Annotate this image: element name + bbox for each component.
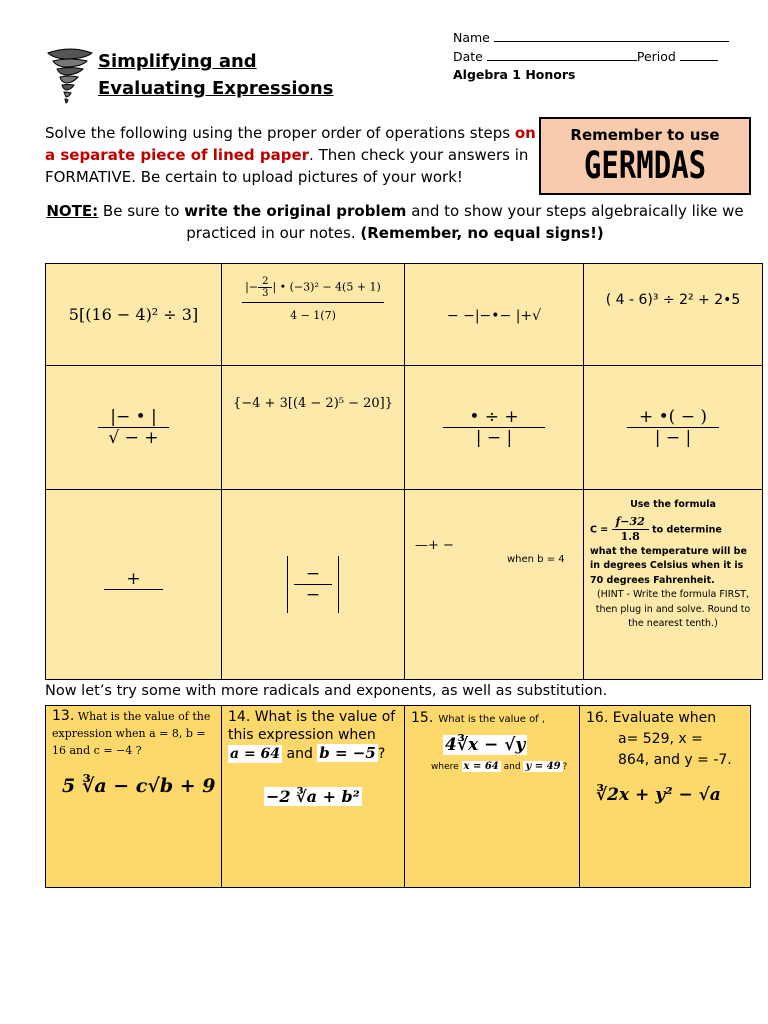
problem-13: 13. What is the value of the expression when a = 8, b = 16 and c = −4 ? 5 ∛a − c√b + 9 <box>46 706 222 888</box>
problem-grid <box>45 263 763 680</box>
period-field[interactable] <box>680 47 718 61</box>
tornado-icon <box>45 47 95 105</box>
problem-9: + <box>46 490 222 680</box>
problem-4: ( 4 - 6)³ ÷ 2² + 2•5 <box>584 264 763 366</box>
name-field[interactable] <box>494 28 729 42</box>
problem-3: − −|−•− |+√ <box>405 264 584 366</box>
note: NOTE: Be sure to write the original problem and to show your steps algebraically like we practiced in our notes. (Remember, no equal signs!) <box>46 202 744 242</box>
problem-1: 5[(16 − 4)² ÷ 3] <box>46 264 222 366</box>
problem-15: 15. What is the value of , 4∛x − √y where x = 64 and y = 49 ? <box>405 706 580 888</box>
date-field[interactable] <box>487 47 637 61</box>
germdas-reminder: Remember to use GERMDAS <box>539 117 751 195</box>
problem-6: {−4 + 3[(4 − 2)⁵ − 20]} <box>222 366 405 490</box>
substitution-grid <box>45 705 751 888</box>
problem-5: $\frac{|- • |}{√ - +}$ <box>46 366 222 490</box>
instructions: Solve the following using the proper order of operations steps on a separate piece of lined paper. Then check your answers in FORMATIVE. Be certain to upload pictures of your work! <box>45 124 536 186</box>
page-title: Simplifying and Evaluating Expressions <box>98 51 334 99</box>
problem-2: |− $\frac{2}{3}$ | • (−3)² − 4(5 + 1) 4 − 1(7) <box>222 264 405 366</box>
problem-10: $\frac{-}{-}$ <box>222 490 405 680</box>
problem-14: 14. What is the value of this expression when a = 64 and b = −5 ? −2 ∛a + b² <box>222 706 405 888</box>
problem-11: —+ − when b = 4 <box>405 490 584 680</box>
problem-7: $\frac{• \div +}{| - |}$ <box>405 366 584 490</box>
problem-16: 16. Evaluate when a= 529, x = 864, and y = -7. ∛2x + y² − √a <box>580 706 751 888</box>
problem-12: Use the formula C = $\frac{f-32}{1.8}$ to determine what the temperature will be in degrees Celsius when it is 70 degrees Fahrenheit. (HINT - Write the formula FIRST, then plug in and solve. Round to the nearest tenth.) <box>584 490 763 680</box>
problem-8: $\frac{+ •( - )}{| - |}$ <box>584 366 763 490</box>
substitution-intro: Now let’s try some with more radicals and exponents, as well as substitution. <box>45 683 608 699</box>
student-info-header: Name Date Period Algebra 1 Honors <box>453 28 729 84</box>
